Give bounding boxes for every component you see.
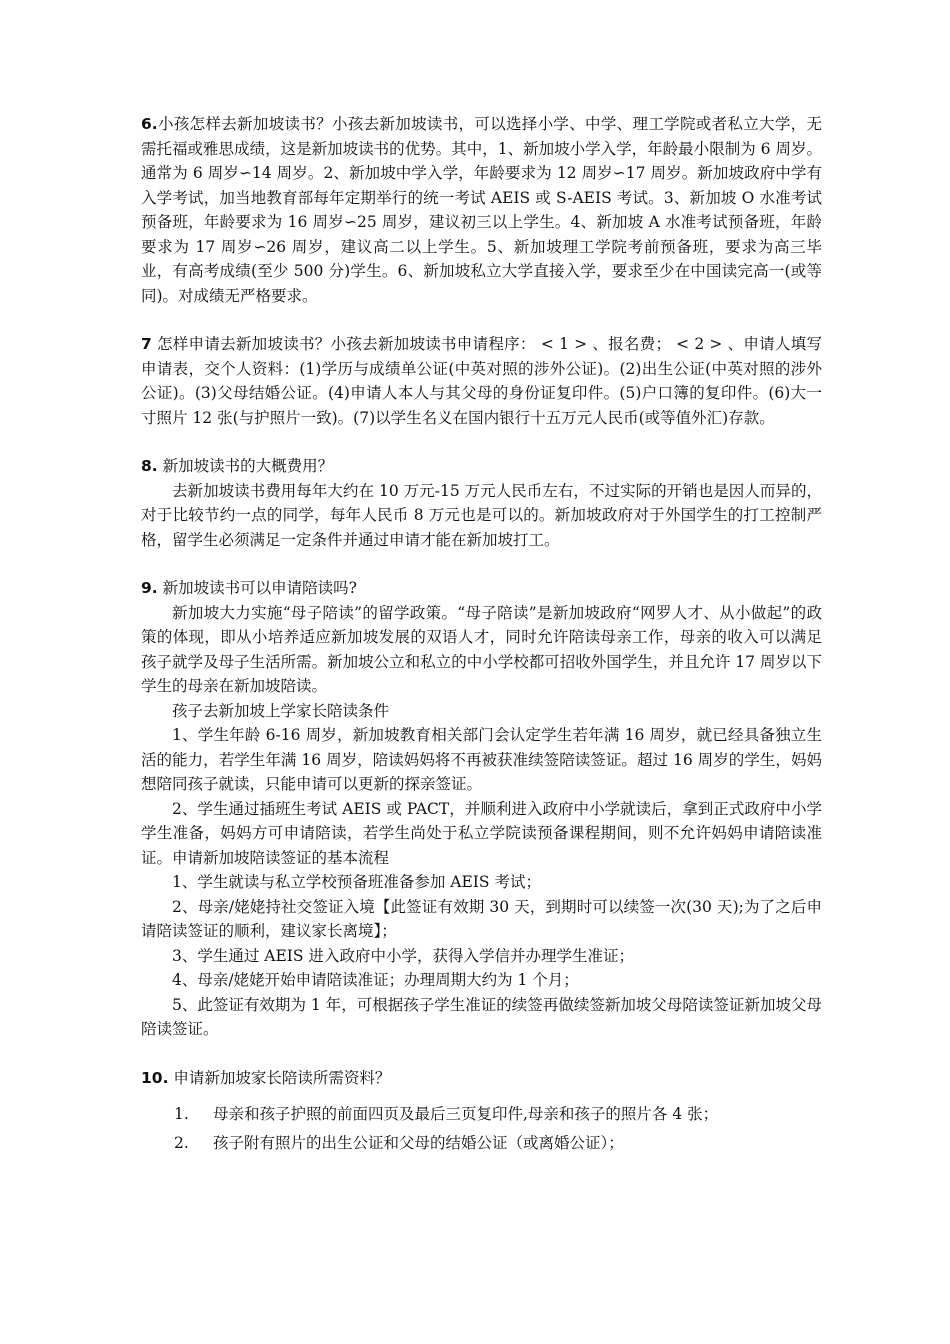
- section-6: [141, 112, 822, 308]
- section-9-paragraph: 1、学生年龄 6-16 周岁，新加坡教育相关部门会认定学生若年满 16 周岁，就已经具备独立生活的能力，若学生年满 16 周岁，陪读妈妈将不再被获准续签陪读签证。超过 16 周岁的学生，妈妈想陪同孩子就读，只能申请可以更新的探亲签证。: [141, 726, 822, 793]
- section-8-body: 去新加坡读书费用每年大约在 10 万元-15 万元人民币左右，不过实际的开销也是因人而异的，对于比较节约一点的同学，每年人民币 8 万元也是可以的。新加坡政府对于外国学生的打工控制严格，留学生必须满足一定条件并通过申请才能在新加坡打工。: [141, 481, 822, 549]
- list-item: [141, 1131, 822, 1156]
- section-10-list: [141, 1102, 822, 1155]
- section-9-number: 9.: [141, 579, 158, 597]
- section-9-paragraph: 孩子去新加坡上学家长陪读条件: [172, 701, 390, 720]
- section-10-heading: [141, 1066, 822, 1091]
- section-6-number: 6.: [141, 115, 158, 133]
- section-8-title: 新加坡读书的大概费用？: [157, 457, 334, 475]
- section-7-text: 怎样申请去新加坡读书？小孩去新加坡读书申请程序： < 1 > 、报名费； < 2 > 、申请人填写申请表，交个人资料：(1)学历与成绩单公证(中英对照的涉外公证)。(2)出生公证(中英对照的涉外公证)。(3)父母结婚公证。(4)申请人本人与其父母的身份证复印件。(5)户口簿的复印件。(6)大一寸照片 12 张(与护照片一致)。(7)以学生名义在国内银行十五万元人民币(或等值外汇)存款。: [141, 335, 822, 427]
- section-10-number: 10.: [141, 1068, 169, 1087]
- list-item: [141, 1102, 822, 1127]
- section-7-number: 7: [141, 335, 152, 353]
- section-9-paragraph: 2、母亲/姥姥持社交签证入境【此签证有效期 30 天，到期时可以续签一次(30 天);为了之后申请陪读签证的顺利，建议家长离境】；: [141, 897, 822, 940]
- section-9-heading: [141, 576, 822, 601]
- list-item-text: 母亲和孩子护照的前面四页及最后三页复印件,母亲和孩子的照片各 4 张；: [213, 1105, 719, 1123]
- list-item-number: 2.: [174, 1133, 189, 1152]
- section-8-number: 8.: [141, 457, 158, 475]
- section-9-paragraph: 3、学生通过 AEIS 进入政府中小学，获得入学信并办理学生准证；: [172, 946, 634, 965]
- section-10-title: 申请新加坡家长陪读所需资料？: [168, 1068, 391, 1087]
- section-8-heading: [141, 454, 822, 479]
- list-item-number: 1.: [174, 1105, 189, 1123]
- section-9-paragraph: 5、此签证有效期为 1 年，可根据孩子学生准证的续签再做续签新加坡父母陪读签证新加坡父母陪读签证。: [141, 995, 822, 1038]
- section-7: [141, 332, 822, 430]
- section-6-text: 小孩怎样去新加坡读书？小孩去新加坡读书，可以选择小学、中学、理工学院或者私立大学，无需托福或雅思成绩，这是新加坡读书的优势。其中，1、新加坡小学入学，年龄最小限制为 6 周岁。通常为 6 周岁∽14 周岁。2、新加坡中学入学，年龄要求为 12 周岁∽17 周岁。新加坡政府中学有入学考试，加当地教育部每年定期举行的统一考试 AEIS 或 S-AEIS 考试。3、新加坡 O 水准考试预备班，年龄要求为 16 周岁∽25 周岁，建议初三以上学生。4、新加坡 A 水准考试预备班，年龄要求为 17 周岁∽26 周岁，建议高二以上学生。5、新加坡理工学院考前预备班，要求为高三毕业，有高考成绩(至少 500 分)学生。6、新加坡私立大学直接入学，要求至少在中国读完高一(或等同)。对成绩无严格要求。: [141, 115, 822, 305]
- section-9-paragraph: 4、母亲/姥姥开始申请陪读准证；办理周期大约为 1 个月；: [172, 971, 579, 989]
- section-9-paragraph: 新加坡大力实施“母子陪读”的留学政策。“母子陪读”是新加坡政府“网罗人才、从小做起”的政策的体现，即从小培养适应新加坡发展的双语人才，同时允许陪读母亲工作，母亲的收入可以满足孩子就学及母子生活所需。新加坡公立和私立的中小学校都可招收外国学生，并且允许 17 周岁以下学生的母亲在新加坡陪读。: [141, 603, 822, 695]
- section-9-paragraph: 1、学生就读与私立学校预备班准备参加 AEIS 考试；: [172, 873, 541, 891]
- section-9-title: 新加坡读书可以申请陪读吗?: [157, 579, 357, 597]
- list-item-text: 孩子附有照片的出生公证和父母的结婚公证（或离婚公证）；: [213, 1133, 624, 1152]
- document-body: [141, 112, 822, 1157]
- section-9-paragraph: 2、学生通过插班生考试 AEIS 或 PACT，并顺利进入政府中小学就读后，拿到正式政府中小学学生准备，妈妈方可申请陪读，若学生尚处于私立学院读预备课程期间，则不允许妈妈申请陪读准证。申请新加坡陪读签证的基本流程: [141, 799, 822, 867]
